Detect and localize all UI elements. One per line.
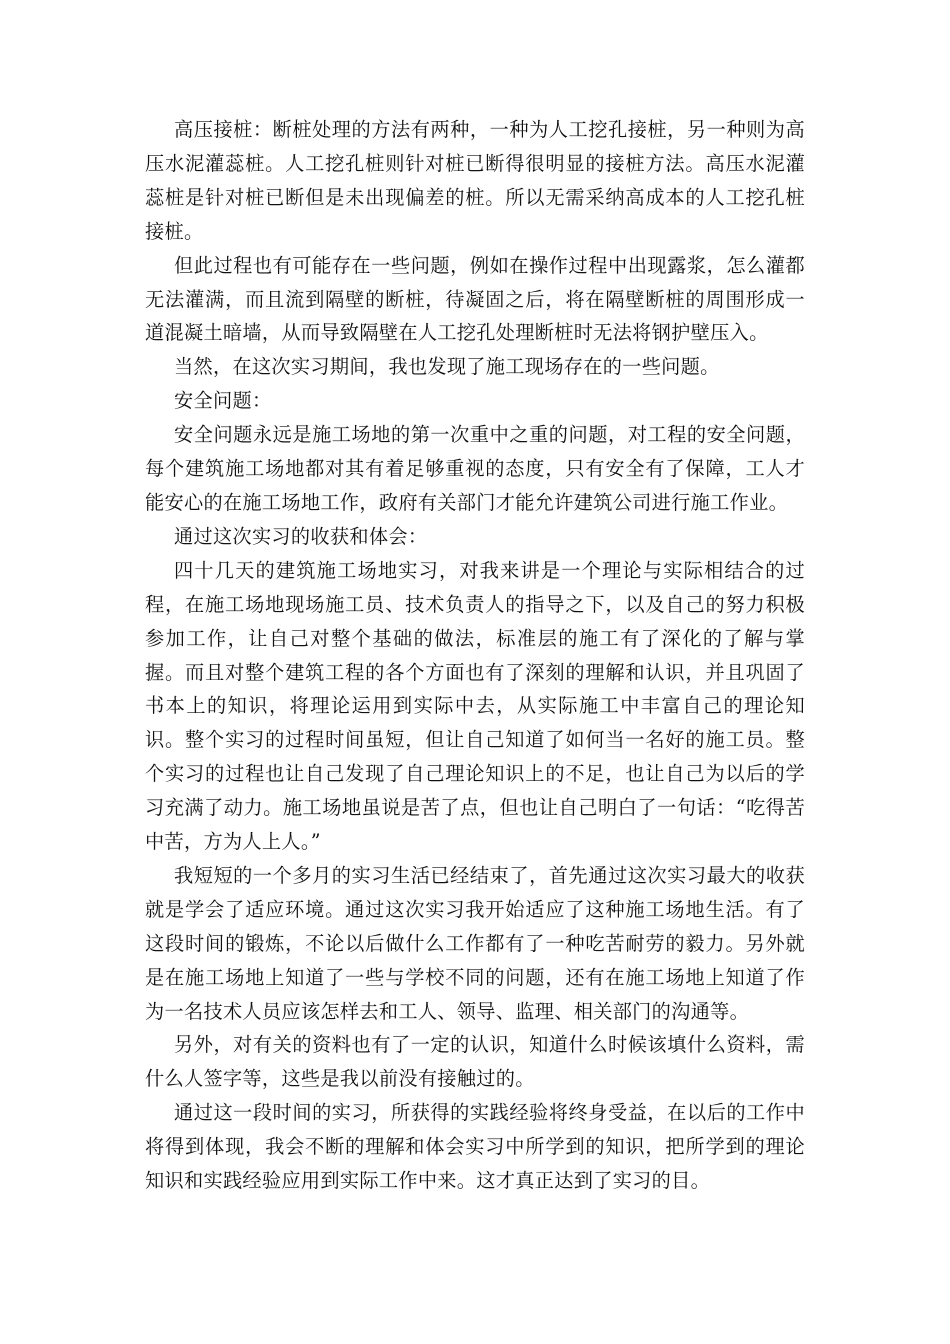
paragraph-adaptation: 我短短的一个多月的实习生活已经结束了，首先通过这次实习最大的收获就是学会了适应环境。通过这次实习我开始适应了这种施工场地生活。有了这段时间的锻炼，不论以后做什么工作都有了一种吃苦耐劳的毅力。另外就是在施工场地上知道了一些与学校不同的问题，还有在施工场地上知道了作为一名技术人员应该怎样去和工人、领导、监理、相关部门的沟通等。 (145, 863, 805, 1023)
document-body (145, 113, 805, 1198)
paragraph-safety-body: 安全问题永远是施工场地的第一次重中之重的问题，对工程的安全问题，每个建筑施工场地都对其有着足够重视的态度，只有安全有了保障，工人才能安心的在施工场地工作，政府有关部门才能允许建筑公司进行施工作业。 (145, 423, 805, 514)
paragraph-pile-joining: 高压接桩：断桩处理的方法有两种，一种为人工挖孔接桩，另一种则为高压水泥灌蕊桩。人工挖孔桩则针对桩已断得很明显的接桩方法。高压水泥灌蕊桩是针对桩已断但是未出现偏差的桩。所以无需采纳高成本的人工挖孔桩接桩。 (145, 118, 805, 243)
paragraph-internship-summary: 四十几天的建筑施工场地实习，对我来讲是一个理论与实际相结合的过程，在施工场地现场施工员、技术负责人的指导之下，以及自己的努力积极参加工作，让自己对整个基础的做法，标准层的施工有了深化的了解与掌握。而且对整个建筑工程的各个方面也有了深刻的理解和认识，并且巩固了书本上的知识，将理论运用到实际中去，从实际施工中丰富自己的理论知识。整个实习的过程时间虽短，但让自己知道了如何当一名好的施工员。整个实习的过程也让自己发现了自己理论知识上的不足，也让自己为以后的学习充满了动力。施工场地虽说是苦了点，但也让自己明白了一句话：“吃得苦中苦，方为人上人。” (145, 558, 805, 854)
paragraph-safety-heading: 安全问题： (174, 389, 272, 413)
paragraph-conclusion: 通过这一段时间的实习，所获得的实践经验将终身受益，在以后的工作中将得到体现，我会不断的理解和体会实习中所学到的知识，把所学到的理论知识和实践经验应用到实际工作中来。这才真正达到了实习的目。 (145, 1101, 805, 1193)
paragraph-site-issues-intro: 当然，在这次实习期间，我也发现了施工现场存在的一些问题。 (174, 355, 720, 379)
paragraph-gains-heading: 通过这次实习的收获和体会： (174, 524, 428, 548)
paragraph-documents: 另外，对有关的资料也有了一定的认识，知道什么时候该填什么资料，需什么人签字等，这些是我以前没有接触过的。 (145, 1033, 805, 1091)
paragraph-process-problems: 但此过程也有可能存在一些问题，例如在操作过程中出现露浆，怎么灌都无法灌满，而且流到隔壁的断桩，待凝固之后，将在隔壁断桩的周围形成一道混凝土暗墙，从而导致隔壁在人工挖孔处理断桩时无法将钢护壁压入。 (145, 253, 805, 345)
